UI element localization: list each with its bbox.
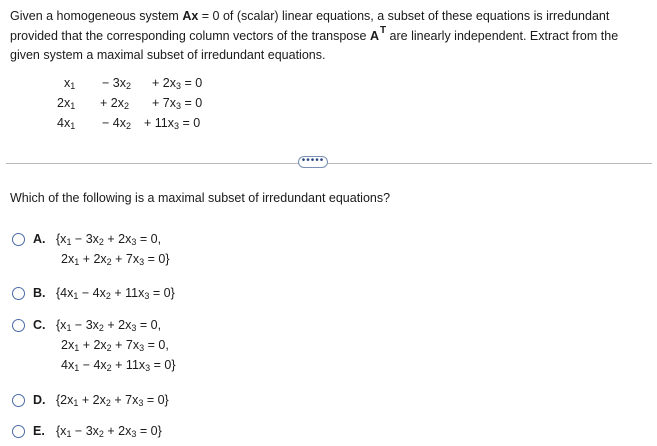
option-letter: E. (33, 424, 45, 438)
term-text: {2x (56, 393, 74, 407)
subscript: 3 (139, 257, 145, 267)
subscript: 1 (74, 343, 80, 353)
radio-button[interactable] (12, 319, 25, 332)
term-text: + 11x (111, 358, 146, 372)
term-text: = 0} (143, 393, 169, 407)
radio-button[interactable] (12, 425, 25, 438)
subscript: 1 (74, 257, 80, 267)
term-text: − 3x (71, 232, 99, 246)
term (57, 96, 75, 110)
option-line (56, 318, 161, 332)
subscript: 1 (66, 429, 72, 439)
term-text: {x (56, 318, 67, 332)
term-text: + 2x (100, 96, 124, 110)
subscript: 2 (123, 101, 129, 111)
question-text: Which of the following is a maximal subset of irredundant equations? (10, 191, 391, 205)
option-letter: D. (33, 393, 46, 407)
rhs: = 0 (179, 116, 201, 130)
statement-text: Given a homogeneous system (10, 9, 183, 23)
rhs: = 0 (181, 76, 203, 90)
subscript: 2 (106, 343, 112, 353)
subscript: 3 (145, 363, 151, 373)
subscript: 3 (175, 81, 181, 91)
radio-button[interactable] (12, 233, 25, 246)
statement-line-1 (10, 6, 650, 26)
option-letter: C. (33, 318, 46, 332)
term-text: + 2x (103, 232, 132, 246)
subscript: 3 (138, 398, 144, 408)
term (57, 116, 75, 130)
term (64, 76, 75, 90)
subscript: 1 (73, 291, 79, 301)
subscript: 3 (139, 343, 145, 353)
subscript: 3 (131, 429, 137, 439)
term-text: 2x (61, 252, 75, 266)
statement-text: = 0 of (scalar) linear equations, a subset of these equations is irredundant (198, 9, 610, 23)
option-line (56, 232, 161, 246)
subscript: 1 (74, 363, 80, 373)
subscript: 3 (131, 323, 137, 333)
term-text: + 11x (144, 116, 174, 130)
term-text: + 2x (79, 338, 107, 352)
term-text: − 3x (71, 318, 99, 332)
term-text: + 2x (79, 252, 107, 266)
subscript: 1 (70, 101, 76, 111)
term (144, 116, 200, 130)
subscript: 1 (73, 398, 79, 408)
term-text: − 4x (78, 286, 106, 300)
option-line (61, 338, 169, 352)
statement-text: provided that the corresponding column vectors of the transpose (10, 29, 370, 43)
term-text: − 4x (102, 116, 126, 130)
term-text: + 7x (111, 252, 140, 266)
matrix-symbol: Ax (182, 9, 199, 23)
term (100, 96, 129, 110)
subscript: 2 (125, 121, 131, 131)
term-text: − 3x (102, 76, 126, 90)
term-text: = 0, (136, 318, 162, 332)
subscript: 2 (106, 363, 112, 373)
option-line (61, 358, 176, 372)
term-text: − 3x (71, 424, 99, 438)
subscript: 2 (98, 429, 104, 439)
option-line (61, 252, 170, 266)
option-letter: B. (33, 286, 46, 300)
term-text: + 7x (110, 393, 139, 407)
term-text: + 7x (152, 96, 176, 110)
term-text: {4x (56, 286, 74, 300)
option-letter: A. (33, 232, 46, 246)
term-text: = 0, (136, 232, 162, 246)
subscript: 2 (98, 323, 104, 333)
problem-statement (10, 6, 650, 65)
rhs: = 0 (181, 96, 203, 110)
subscript: 2 (98, 237, 104, 247)
option-line (56, 424, 162, 438)
term-text: x (64, 76, 71, 90)
subscript: 3 (144, 291, 150, 301)
subscript: 1 (70, 81, 76, 91)
term-text: {x (56, 424, 67, 438)
subscript: 1 (66, 237, 72, 247)
term-text: + 2x (152, 76, 176, 90)
term-text: = 0} (149, 286, 175, 300)
term-text: = 0} (150, 358, 176, 372)
term-text: − 4x (79, 358, 107, 372)
statement-text: are linearly independent. Extract from the (386, 29, 619, 43)
term-text: + 2x (103, 318, 132, 332)
term-text: {x (56, 232, 67, 246)
subscript: 3 (131, 237, 137, 247)
subscript: 2 (105, 398, 111, 408)
subscript: 3 (174, 121, 180, 131)
subscript: 2 (125, 81, 131, 91)
term-text: + 2x (103, 424, 132, 438)
term (102, 76, 131, 90)
term (152, 76, 202, 90)
subscript: 1 (70, 121, 76, 131)
term (102, 116, 131, 130)
option-line (56, 286, 175, 300)
term-text: + 2x (78, 393, 106, 407)
term-text: 2x (61, 338, 75, 352)
option-line (56, 393, 169, 407)
statement-line-3: given system a maximal subset of irredundant equations. (10, 48, 326, 62)
subscript: 3 (175, 101, 181, 111)
radio-button[interactable] (12, 287, 25, 300)
term (152, 96, 202, 110)
subscript: 2 (106, 257, 112, 267)
term-text: = 0, (144, 338, 169, 352)
term-text: 4x (57, 116, 71, 130)
subscript: 1 (66, 323, 72, 333)
subscript: 2 (105, 291, 111, 301)
radio-button[interactable] (12, 394, 25, 407)
term-text: = 0} (144, 252, 170, 266)
expand-more-button[interactable]: ••••• (298, 156, 328, 168)
term-text: + 11x (110, 286, 145, 300)
matrix-symbol: A (369, 29, 379, 43)
term-text: + 7x (111, 338, 140, 352)
section-divider (6, 163, 652, 164)
term-text: 2x (57, 96, 71, 110)
term-text: 4x (61, 358, 75, 372)
transpose-superscript: T (379, 25, 387, 36)
term-text: = 0} (136, 424, 162, 438)
